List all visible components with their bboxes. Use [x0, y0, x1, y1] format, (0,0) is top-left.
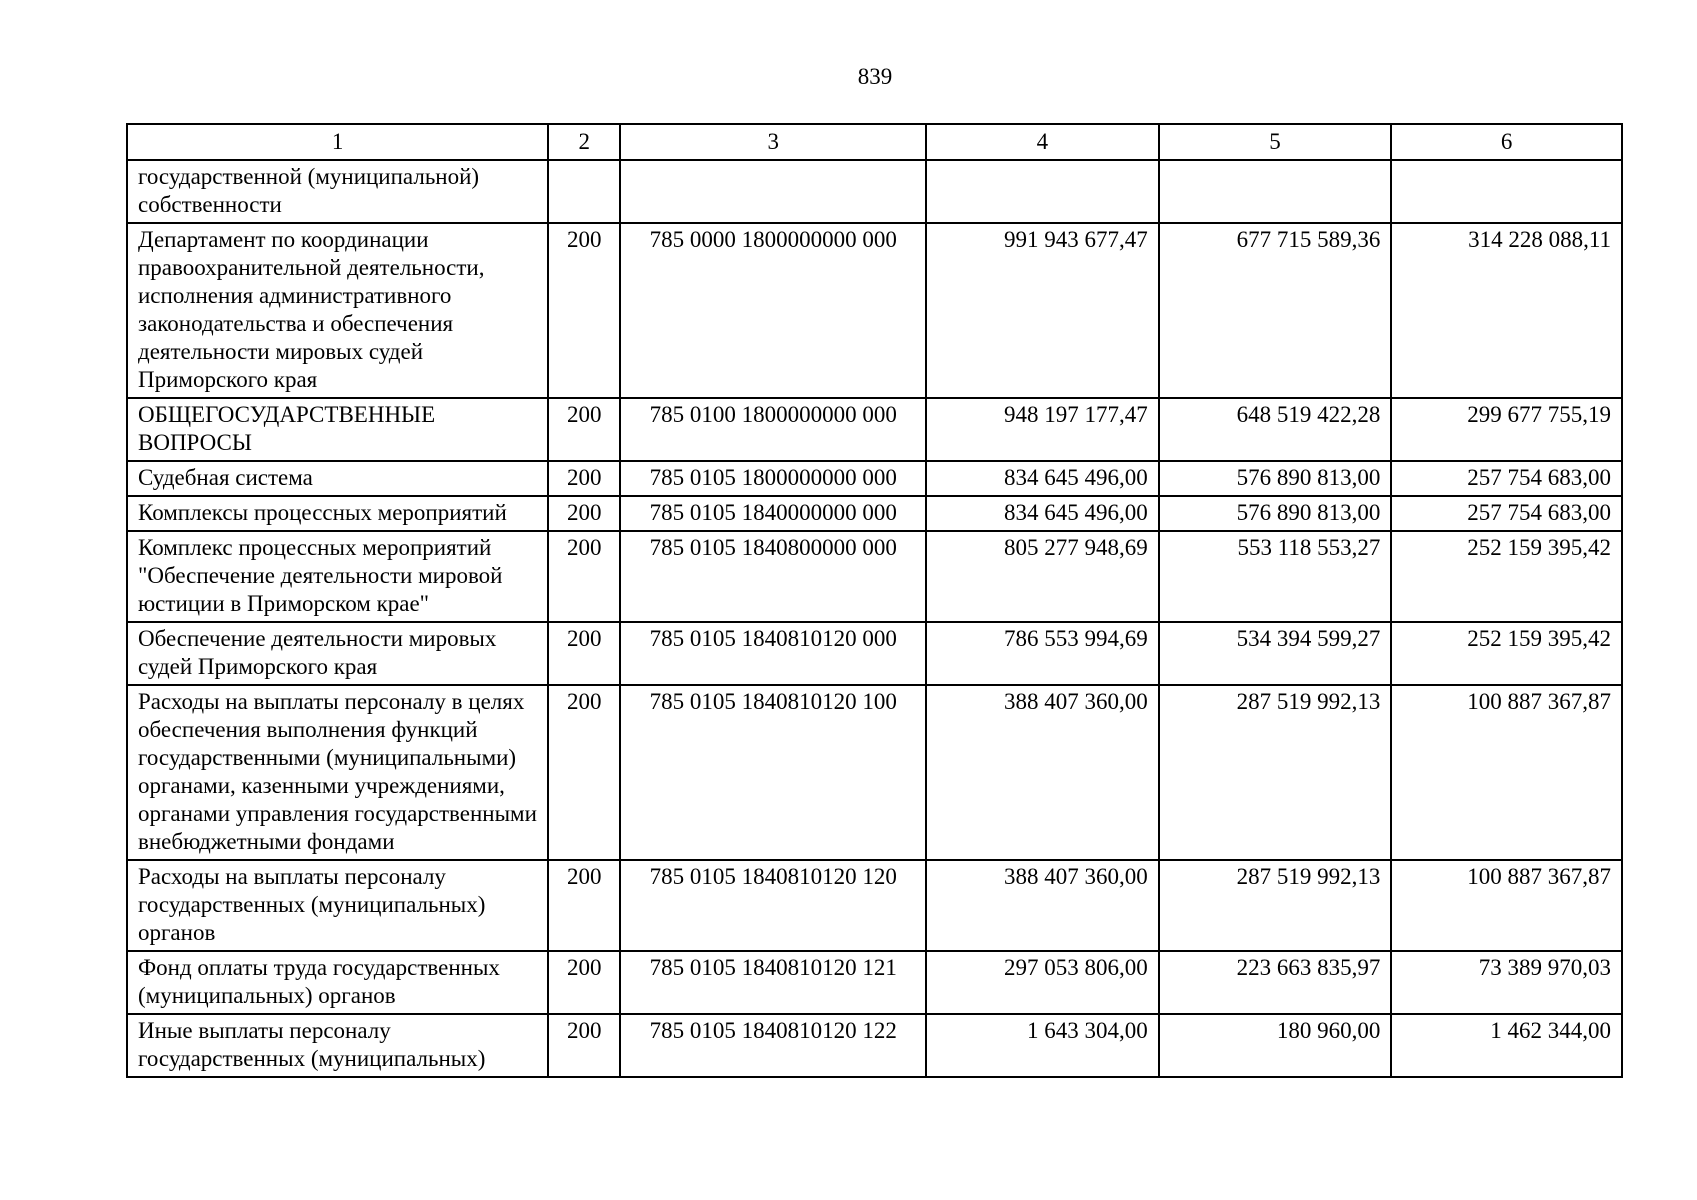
row-name: Комплексы процессных мероприятий — [127, 496, 548, 531]
row-value-5: 576 890 813,00 — [1159, 461, 1392, 496]
row-value-5: 553 118 553,27 — [1159, 531, 1392, 622]
row-grbs: 200 — [548, 496, 620, 531]
row-value-6: 252 159 395,42 — [1391, 622, 1622, 685]
row-value-6: 73 389 970,03 — [1391, 951, 1622, 1014]
row-grbs: 200 — [548, 398, 620, 461]
row-grbs: 200 — [548, 685, 620, 860]
row-value-4: 786 553 994,69 — [926, 622, 1159, 685]
row-value-4: 834 645 496,00 — [926, 496, 1159, 531]
row-code: 785 0105 1840810120 122 — [620, 1014, 926, 1077]
row-value-6: 257 754 683,00 — [1391, 461, 1622, 496]
row-value-4: 805 277 948,69 — [926, 531, 1159, 622]
row-value-4: 1 643 304,00 — [926, 1014, 1159, 1077]
row-name: Иные выплаты персоналу государственных (муниципальных) — [127, 1014, 548, 1077]
row-code: 785 0100 1800000000 000 — [620, 398, 926, 461]
table-row — [127, 160, 1622, 223]
row-grbs: 200 — [548, 951, 620, 1014]
row-name: ОБЩЕГОСУДАРСТВЕННЫЕ ВОПРОСЫ — [127, 398, 548, 461]
row-value-6: 1 462 344,00 — [1391, 1014, 1622, 1077]
row-name: государственной (муниципальной) собственности — [127, 160, 548, 223]
row-name: Расходы на выплаты персоналу государственных (муниципальных) органов — [127, 860, 548, 951]
row-name: Комплекс процессных мероприятий "Обеспечение деятельности мировой юстиции в Приморском крае" — [127, 531, 548, 622]
row-code: 785 0105 1840000000 000 — [620, 496, 926, 531]
table-row — [127, 622, 1622, 685]
row-grbs: 200 — [548, 531, 620, 622]
row-value-5 — [1159, 160, 1392, 223]
row-code: 785 0105 1840800000 000 — [620, 531, 926, 622]
row-value-5: 287 519 992,13 — [1159, 685, 1392, 860]
table-row — [127, 461, 1622, 496]
row-grbs: 200 — [548, 860, 620, 951]
row-value-4: 834 645 496,00 — [926, 461, 1159, 496]
table-row — [127, 860, 1622, 951]
row-code: 785 0105 1840810120 121 — [620, 951, 926, 1014]
row-grbs: 200 — [548, 622, 620, 685]
row-grbs: 200 — [548, 223, 620, 398]
row-grbs — [548, 160, 620, 223]
table-row — [127, 223, 1622, 398]
row-name: Департамент по координации правоохранительной деятельности, исполнения административного законодательства и обеспечения деятельности мировых судей Приморского края — [127, 223, 548, 398]
row-value-4: 297 053 806,00 — [926, 951, 1159, 1014]
row-grbs: 200 — [548, 461, 620, 496]
row-grbs: 200 — [548, 1014, 620, 1077]
row-value-5: 180 960,00 — [1159, 1014, 1392, 1077]
row-code: 785 0105 1840810120 120 — [620, 860, 926, 951]
row-code — [620, 160, 926, 223]
column-header-2: 2 — [548, 124, 620, 160]
header-row — [127, 124, 1622, 160]
table-row — [127, 398, 1622, 461]
row-code: 785 0105 1800000000 000 — [620, 461, 926, 496]
column-header-5: 5 — [1159, 124, 1392, 160]
row-value-5: 287 519 992,13 — [1159, 860, 1392, 951]
row-value-4: 948 197 177,47 — [926, 398, 1159, 461]
row-code: 785 0105 1840810120 100 — [620, 685, 926, 860]
row-value-6: 252 159 395,42 — [1391, 531, 1622, 622]
row-value-6: 257 754 683,00 — [1391, 496, 1622, 531]
row-value-6: 100 887 367,87 — [1391, 860, 1622, 951]
row-name: Судебная система — [127, 461, 548, 496]
row-value-4: 991 943 677,47 — [926, 223, 1159, 398]
column-header-1: 1 — [127, 124, 548, 160]
row-value-5: 223 663 835,97 — [1159, 951, 1392, 1014]
row-code: 785 0000 1800000000 000 — [620, 223, 926, 398]
row-value-5: 677 715 589,36 — [1159, 223, 1392, 398]
row-value-4: 388 407 360,00 — [926, 685, 1159, 860]
column-header-4: 4 — [926, 124, 1159, 160]
row-value-6: 100 887 367,87 — [1391, 685, 1622, 860]
table-row — [127, 496, 1622, 531]
column-header-6: 6 — [1391, 124, 1622, 160]
row-value-4: 388 407 360,00 — [926, 860, 1159, 951]
row-value-6: 314 228 088,11 — [1391, 223, 1622, 398]
column-header-3: 3 — [620, 124, 926, 160]
row-value-5: 534 394 599,27 — [1159, 622, 1392, 685]
row-value-4 — [926, 160, 1159, 223]
row-value-5: 576 890 813,00 — [1159, 496, 1392, 531]
row-code: 785 0105 1840810120 000 — [620, 622, 926, 685]
table-row — [127, 531, 1622, 622]
row-value-6: 299 677 755,19 — [1391, 398, 1622, 461]
row-name: Расходы на выплаты персоналу в целях обеспечения выполнения функций государственными (муниципальными) органами, казенными учреждениями, органами управления государственными внебюджетными фондами — [127, 685, 548, 860]
table-row — [127, 1014, 1622, 1077]
row-name: Обеспечение деятельности мировых судей Приморского края — [127, 622, 548, 685]
table-row — [127, 685, 1622, 860]
budget-table — [126, 123, 1623, 1078]
row-name: Фонд оплаты труда государственных (муниципальных) органов — [127, 951, 548, 1014]
table-row — [127, 951, 1622, 1014]
row-value-6 — [1391, 160, 1622, 223]
row-value-5: 648 519 422,28 — [1159, 398, 1392, 461]
page-number: 839 — [857, 64, 893, 89]
